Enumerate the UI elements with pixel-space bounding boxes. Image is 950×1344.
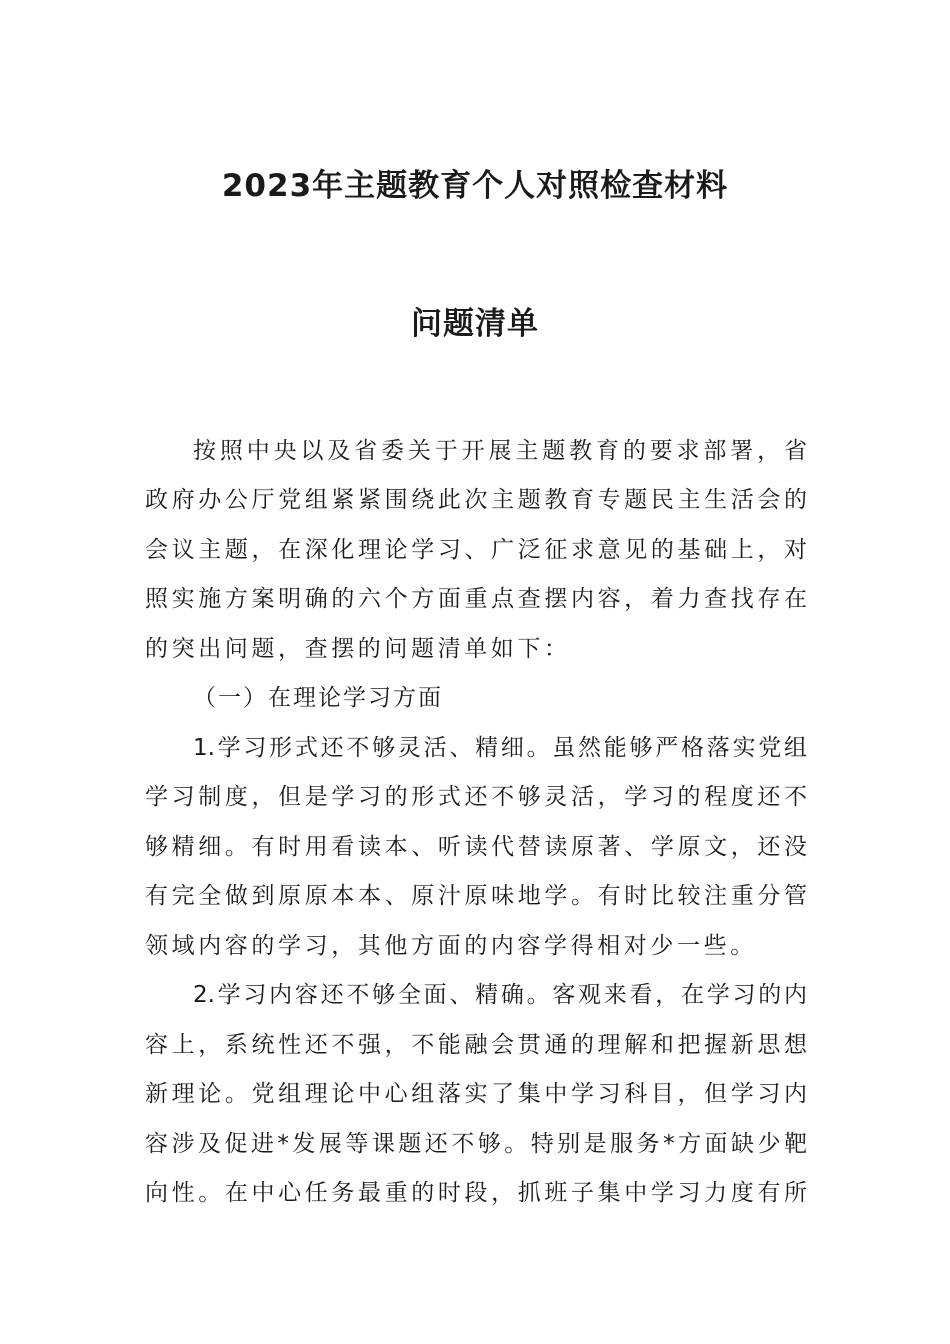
paragraph-line: 会议主题，在深化理论学习、广泛征求意见的基础上，对 bbox=[145, 537, 807, 563]
paragraph-line: 向性。在中心任务最重的时段，抓班子集中学习力度有所 bbox=[145, 1180, 807, 1206]
paragraph-line: 容上，系统性还不强，不能融会贯通的理解和把握新思想 bbox=[145, 1032, 807, 1058]
document-subtitle: 问题清单 bbox=[411, 306, 539, 342]
paragraph-line: 容涉及促进*发展等课题还不够。特别是服务*方面缺少靶 bbox=[145, 1131, 807, 1157]
paragraph-line: 有完全做到原原本本、原汁原味地学。有时比较注重分管 bbox=[145, 883, 807, 909]
paragraph-line: 够精细。有时用看读本、听读代替读原著、学原文，还没 bbox=[145, 834, 807, 860]
paragraph-line: 新理论。党组理论中心组落实了集中学习科目，但学习内 bbox=[145, 1081, 807, 1107]
paragraph-line: 政府办公厅党组紧紧围绕此次主题教育专题民主生活会的 bbox=[145, 487, 807, 513]
paragraph-line: 的突出问题，查摆的问题清单如下： bbox=[145, 636, 571, 662]
paragraph-line: 按照中央以及省委关于开展主题教育的要求部署，省 bbox=[193, 438, 807, 464]
document-title: 2023年主题教育个人对照检查材料 bbox=[221, 168, 729, 204]
section-heading: （一）在理论学习方面 bbox=[193, 685, 443, 711]
paragraph-line: 照实施方案明确的六个方面重点查摆内容，着力查找存在 bbox=[145, 586, 807, 612]
paragraph-line: 领域内容的学习，其他方面的内容学得相对少一些。 bbox=[145, 933, 757, 959]
paragraph-line: 1.学习形式还不够灵活、精细。虽然能够严格落实党组 bbox=[193, 735, 807, 761]
paragraph-line: 2.学习内容还不够全面、精确。客观来看，在学习的内 bbox=[193, 982, 807, 1008]
paragraph-line: 学习制度，但是学习的形式还不够灵活，学习的程度还不 bbox=[145, 784, 807, 810]
